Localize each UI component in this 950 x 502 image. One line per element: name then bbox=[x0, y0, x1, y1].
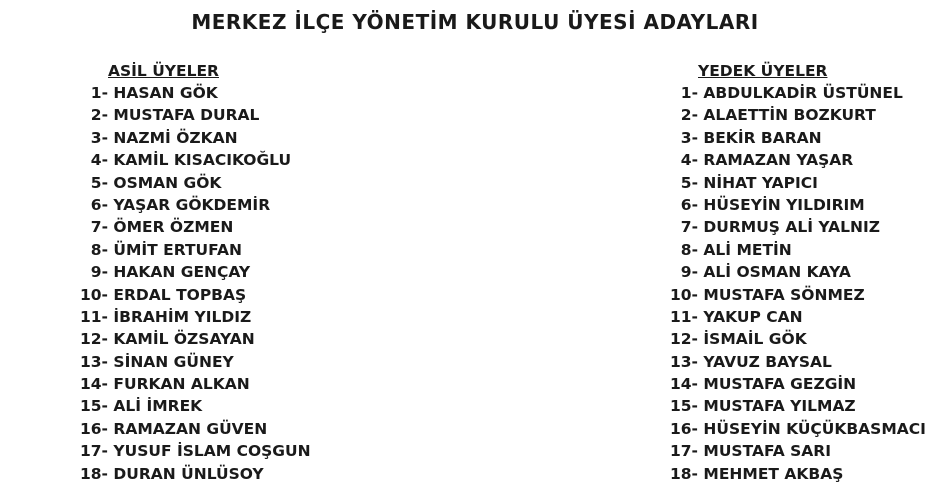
list-item bbox=[64, 239, 311, 261]
list-item bbox=[656, 351, 926, 373]
list-item bbox=[64, 149, 311, 171]
member-number: 10- bbox=[79, 285, 108, 304]
member-name: KAMİL ÖZSAYAN bbox=[113, 330, 255, 349]
member-number: 18- bbox=[669, 464, 698, 483]
list-item bbox=[656, 463, 926, 485]
member-name: ALİ OSMAN KAYA bbox=[703, 263, 851, 282]
member-number: 4- bbox=[90, 151, 108, 170]
list-item bbox=[64, 351, 311, 373]
list-item bbox=[656, 440, 926, 462]
member-number: 13- bbox=[79, 352, 108, 371]
member-number: 16- bbox=[79, 419, 108, 438]
member-name: MUSTAFA SÖNMEZ bbox=[703, 285, 865, 304]
member-number: 9- bbox=[680, 263, 698, 282]
member-number: 8- bbox=[680, 240, 698, 259]
member-number: 9- bbox=[90, 263, 108, 282]
member-name: MUSTAFA DURAL bbox=[113, 106, 260, 125]
member-name: NAZMİ ÖZKAN bbox=[113, 128, 238, 147]
member-number: 14- bbox=[79, 375, 108, 394]
member-number: 13- bbox=[669, 352, 698, 371]
list-item bbox=[656, 194, 926, 216]
member-name: YAŞAR GÖKDEMİR bbox=[113, 195, 271, 214]
member-name: DURAN ÜNLÜSOY bbox=[113, 464, 264, 483]
list-item bbox=[656, 149, 926, 171]
member-name: HÜSEYİN KÜÇÜKBASMACI bbox=[703, 419, 926, 438]
asil-uyeler-list bbox=[64, 82, 311, 485]
list-item bbox=[64, 395, 311, 417]
list-item bbox=[64, 328, 311, 350]
member-name: HÜSEYİN YILDIRIM bbox=[703, 195, 865, 214]
member-name: HAKAN GENÇAY bbox=[113, 263, 251, 282]
list-item bbox=[64, 418, 311, 440]
member-number: 18- bbox=[79, 464, 108, 483]
list-item bbox=[64, 373, 311, 395]
yedek-uyeler-list bbox=[656, 82, 926, 485]
member-name: OSMAN GÖK bbox=[113, 173, 222, 192]
list-item bbox=[656, 216, 926, 238]
list-item bbox=[64, 463, 311, 485]
asil-uyeler-column bbox=[64, 60, 311, 485]
member-name: ABDULKADİR ÜSTÜNEL bbox=[703, 84, 903, 102]
member-name: YAKUP CAN bbox=[703, 307, 803, 326]
member-number: 15- bbox=[669, 397, 698, 416]
list-item bbox=[656, 239, 926, 261]
member-name: RAMAZAN GÜVEN bbox=[113, 419, 268, 438]
member-name: FURKAN ALKAN bbox=[113, 375, 250, 394]
list-item bbox=[64, 440, 311, 462]
member-name: YAVUZ BAYSAL bbox=[703, 352, 832, 371]
member-name: HASAN GÖK bbox=[113, 84, 218, 102]
list-item bbox=[656, 306, 926, 328]
member-name: MUSTAFA SARI bbox=[703, 442, 832, 461]
member-name: ÖMER ÖZMEN bbox=[113, 218, 234, 237]
list-item bbox=[64, 194, 311, 216]
list-item bbox=[656, 395, 926, 417]
list-item bbox=[64, 284, 311, 306]
member-name: İBRAHİM YILDIZ bbox=[113, 307, 252, 326]
member-number: 11- bbox=[79, 307, 108, 326]
member-number: 1- bbox=[90, 84, 108, 102]
member-number: 7- bbox=[90, 218, 108, 237]
member-name: ALAETTİN BOZKURT bbox=[703, 106, 876, 125]
member-number: 5- bbox=[680, 173, 698, 192]
member-number: 10- bbox=[669, 285, 698, 304]
member-name: MUSTAFA GEZGİN bbox=[703, 375, 857, 394]
list-item bbox=[656, 104, 926, 126]
member-name: YUSUF İSLAM COŞGUN bbox=[113, 442, 311, 461]
list-item bbox=[656, 82, 926, 104]
list-item bbox=[656, 261, 926, 283]
yedek-uyeler-heading: YEDEK ÜYELER bbox=[698, 62, 828, 80]
member-number: 5- bbox=[90, 173, 108, 192]
member-number: 12- bbox=[79, 330, 108, 349]
member-number: 2- bbox=[680, 106, 698, 125]
member-name: NİHAT YAPICI bbox=[703, 173, 818, 192]
member-name: RAMAZAN YAŞAR bbox=[703, 151, 854, 170]
member-number: 15- bbox=[79, 397, 108, 416]
member-name: KAMİL KISACIKOĞLU bbox=[113, 151, 292, 170]
list-item bbox=[64, 127, 311, 149]
member-number: 11- bbox=[669, 307, 698, 326]
member-name: ALİ METİN bbox=[703, 240, 792, 259]
list-item bbox=[64, 104, 311, 126]
member-number: 2- bbox=[90, 106, 108, 125]
list-item bbox=[656, 172, 926, 194]
member-name: MUSTAFA YILMAZ bbox=[703, 397, 856, 416]
list-item bbox=[64, 216, 311, 238]
list-item bbox=[64, 261, 311, 283]
member-number: 17- bbox=[79, 442, 108, 461]
list-item bbox=[656, 284, 926, 306]
member-number: 4- bbox=[680, 151, 698, 170]
member-number: 1- bbox=[680, 84, 698, 102]
list-item bbox=[64, 82, 311, 104]
yedek-uyeler-column bbox=[656, 60, 926, 485]
member-name: MEHMET AKBAŞ bbox=[703, 464, 844, 483]
list-item bbox=[656, 127, 926, 149]
member-name: DURMUŞ ALİ YALNIZ bbox=[703, 218, 880, 237]
member-name: ÜMİT ERTUFAN bbox=[113, 240, 242, 259]
member-name: ALİ İMREK bbox=[113, 397, 203, 416]
member-number: 3- bbox=[90, 128, 108, 147]
list-item bbox=[64, 306, 311, 328]
list-item bbox=[64, 172, 311, 194]
member-number: 17- bbox=[669, 442, 698, 461]
list-item bbox=[656, 373, 926, 395]
member-name: ERDAL TOPBAŞ bbox=[113, 285, 247, 304]
list-item bbox=[656, 328, 926, 350]
member-number: 6- bbox=[680, 195, 698, 214]
list-item bbox=[656, 418, 926, 440]
member-number: 3- bbox=[680, 128, 698, 147]
member-number: 6- bbox=[90, 195, 108, 214]
member-number: 12- bbox=[669, 330, 698, 349]
page-title: MERKEZ İLÇE YÖNETİM KURULU ÜYESİ ADAYLARI bbox=[191, 10, 759, 34]
member-number: 14- bbox=[669, 375, 698, 394]
member-name: İSMAİL GÖK bbox=[703, 330, 807, 349]
member-number: 8- bbox=[90, 240, 108, 259]
member-number: 7- bbox=[680, 218, 698, 237]
member-number: 16- bbox=[669, 419, 698, 438]
asil-uyeler-heading: ASİL ÜYELER bbox=[108, 62, 219, 80]
member-name: SİNAN GÜNEY bbox=[113, 352, 234, 371]
member-name: BEKİR BARAN bbox=[703, 128, 822, 147]
